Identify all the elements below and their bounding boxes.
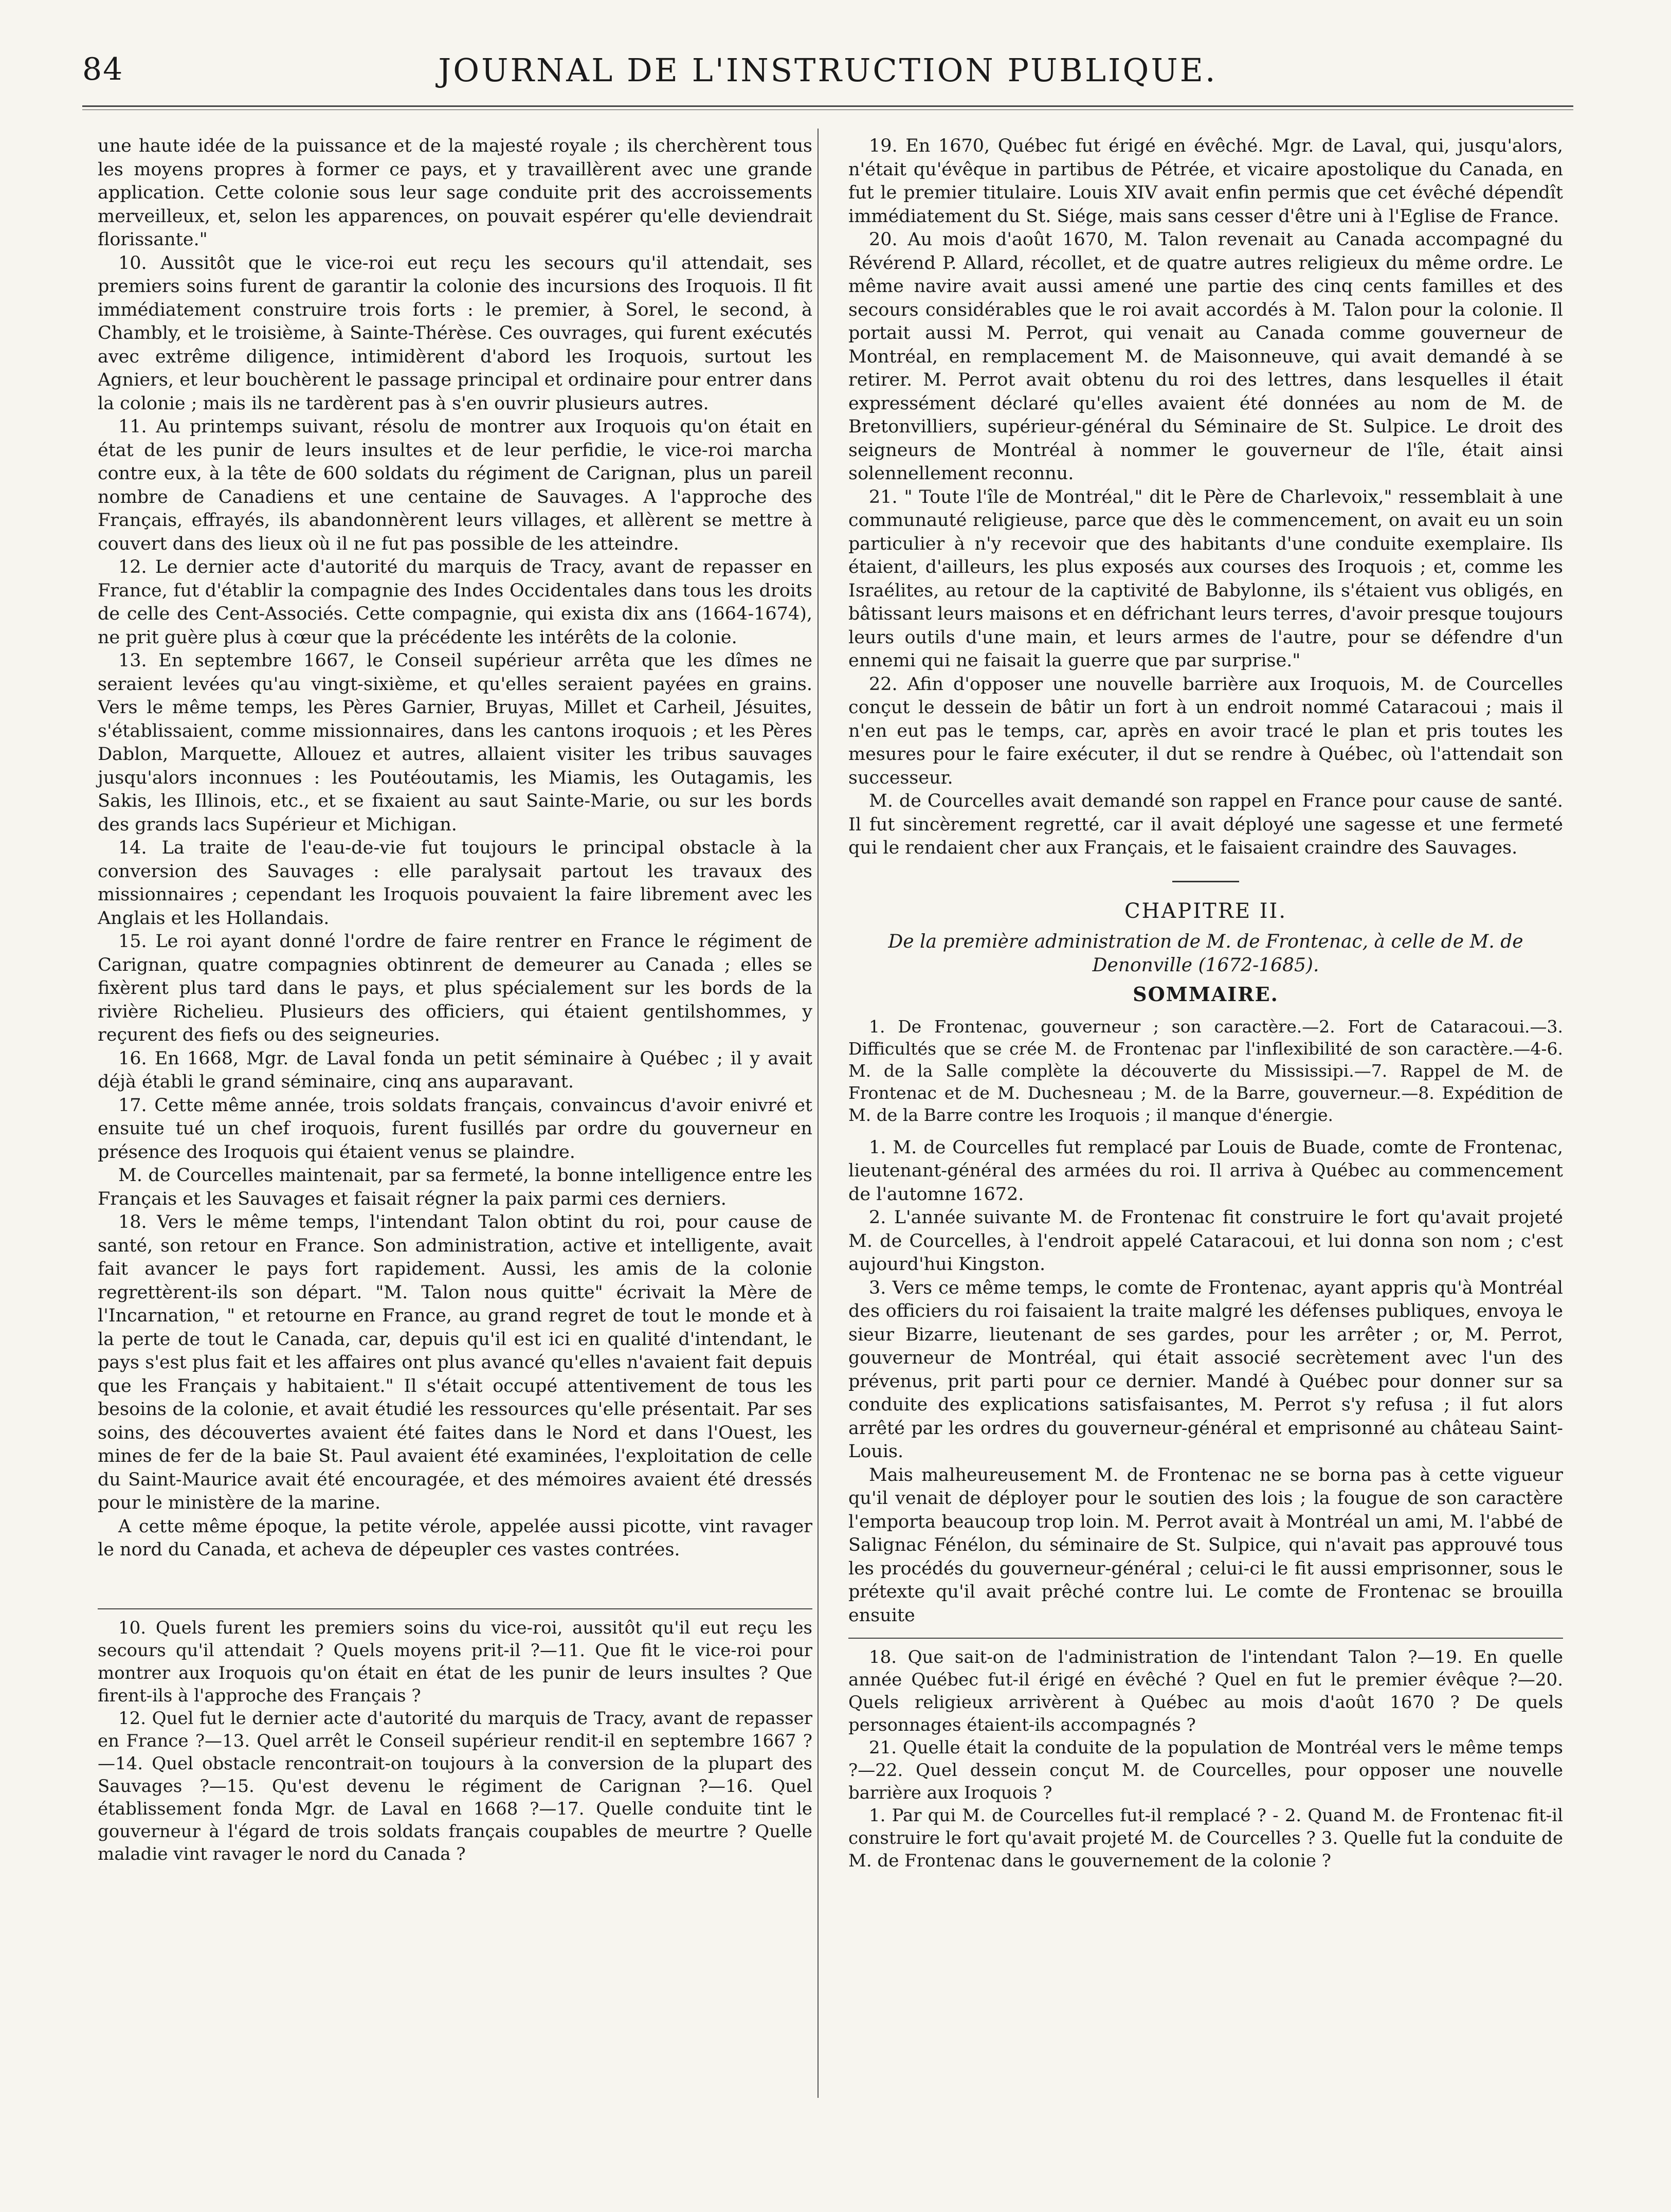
question-block: 1. Par qui M. de Courcelles fut-il remplacé ? - 2. Quand M. de Frontenac fit-il construire le fort qu'avait projeté M. de Courcelles ? 3. Quelle fut la conduite de M. de Frontenac dans le gouvernement de la colonie ? <box>848 1805 1563 1871</box>
paragraph: 13. En septembre 1667, le Conseil supérieur arrêta que les dîmes ne seraient levées qu'au vingt-sixième, et qu'elles seraient payées en grains. Vers le même temps, les Pères Garnier, Bruyas, Millet et Carheil, Jésuites, s'établissaient, comme missionnaires, dans les cantons iroquois ; et les Pères Dablon, Marquette, Allouez et autres, allaient visiter les tribus sauvages jusqu'alors inconnues : les Poutéoutamis, les Miamis, les Outagamis, les Sakis, les Illinois, etc., et se fixaient au saut Sainte-Marie, ou sur les bords des grands lacs Supérieur et Michigan. <box>98 650 812 835</box>
paragraph: 11. Au printemps suivant, résolu de montrer aux Iroquois qu'on était en état de les punir de leurs insultes et de leur perfidie, le vice-roi marcha contre eux, à la tête de 600 soldats du régiment de Carignan, plus un pareil nombre de Canadiens et une centaine de Sauvages. A l'approche des Français, effrayés, ils abandonnèrent leurs villages, et allèrent se mettre à couvert dans des lieux où il ne fut pas possible de les atteindre. <box>98 416 812 554</box>
question-block: 18. Que sait-on de l'administration de l'intendant Talon ?—19. En quelle année Québec fut-il érigé en évêché ? Quel en fut le premier évêque ?—20. Quels religieux arrivèrent à Québec au mois d'août 1670 ? De quels personnages étaient-ils accompagnés ? <box>848 1647 1563 1735</box>
paragraph: 10. Aussitôt que le vice-roi eut reçu les secours qu'il attendait, ses premiers soins furent de garantir la colonie des incursions des Iroquois. Il fit immédiatement construire trois forts : le premier, à Sorel, le second, à Chambly, et le troisième, à Sainte-Thérèse. Ces ouvrages, qui furent exécutés avec extrême diligence, intimidèrent d'abord les Iroquois, surtout les Agniers, et leur bouchèrent le passage principal et ordinaire pour entrer dans la colonie ; mais ils ne tardèrent pas à s'en ouvrir plusieurs autres. <box>98 252 812 414</box>
chapter-title: CHAPITRE II. <box>1124 899 1287 923</box>
review-questions <box>848 1638 1563 1872</box>
chapter-subtitle: De la première administration de M. de Frontenac, à celle de M. de Denonville (1672-1685). <box>888 931 1523 976</box>
paragraph: 2. L'année suivante M. de Frontenac fit construire le fort qu'avait projeté M. de Courcelles, à l'endroit appelé Cataracoui, et lui donna son nom ; c'est aujourd'hui Kingston. <box>848 1207 1563 1275</box>
summary-text: 1. De Frontenac, gouverneur ; son caractère.—2. Fort de Cataracoui.—3. Difficultés que se crée M. de Frontenac par l'inflexibilité de son caractère.—4-6. M. de la Salle complète la découverte du Mississipi.—7. Rappel de M. de Frontenac et de M. Duchesneau ; M. de la Barre, gouverneur.—8. Expédition de M. de la Barre contre les Iroquois ; il manque d'énergie. <box>848 1016 1563 1125</box>
paragraph: 20. Au mois d'août 1670, M. Talon revenait au Canada accompagné du Révérend P. Allard, récollet, et de quatre autres religieux du même ordre. Le même navire avait aussi amené une partie des cinq cents familles et des secours considérables que le roi avait accordés à M. Talon pour la colonie. Il portait aussi M. Perrot, qui venait au Canada comme gouverneur de Montréal, en remplacement M. de Maisonneuve, qui avait demandé à se retirer. M. Perrot avait obtenu du roi des lettres, dans lesquelles il était expressément déclaré qu'elles avaient été données au nom de M. de Bretonvilliers, supérieur-général du Séminaire de St. Sulpice. Le droit des seigneurs de Montréal à nommer le gouverneur de l'île, était ainsi solennellement reconnu. <box>848 229 1563 484</box>
paragraph: 15. Le roi ayant donné l'ordre de faire rentrer en France le régiment de Carignan, quatre compagnies obtinrent de demeurer au Canada ; elles se fixèrent plus tard dans le pays, et plus spécialement sur les bords de la rivière Richelieu. Plusieurs des officiers, qui étaient gentilshommes, y reçurent des fiefs ou des seigneuries. <box>98 931 812 1045</box>
question-block: 12. Quel fut le dernier acte d'autorité du marquis de Tracy, avant de repasser en France ?—13. Quel arrêt le Conseil supérieur rendit-il en septembre 1667 ?—14. Quel obstacle rencontrait-on toujours à la conversion de la plupart des Sauvages ?—15. Qu'est devenu le régiment de Carignan ?—16. Quel établissement fonda Mgr. de Laval en 1668 ?—17. Quelle conduite tint le gouverneur à l'égard de trois soldats français coupables de meurtre ? Quelle maladie vint ravager le nord du Canada ? <box>98 1708 812 1864</box>
right-column <box>848 135 1563 1872</box>
paragraph: 1. M. de Courcelles fut remplacé par Louis de Buade, comte de Frontenac, lieutenant-général des armées du roi. Il arriva à Québec au commencement de l'automne 1672. <box>848 1137 1563 1205</box>
summary-heading: SOMMAIRE. <box>1133 983 1279 1006</box>
review-questions <box>98 1608 812 1865</box>
running-title: JOURNAL DE L'INSTRUCTION PUBLIQUE. <box>438 51 1218 89</box>
questions-rule <box>848 1638 1563 1639</box>
section-rule <box>1172 881 1239 882</box>
page-header <box>82 46 1573 93</box>
chapter-summary <box>848 1016 1563 1126</box>
paragraph: A cette même époque, la petite vérole, appelée aussi picotte, vint ravager le nord du Canada, et acheva de dépeupler ces vastes contrées. <box>98 1516 812 1560</box>
paragraph: 16. En 1668, Mgr. de Laval fonda un petit séminaire à Québec ; il y avait déjà établi le grand séminaire, cinq ans auparavant. <box>98 1048 812 1092</box>
paragraph: une haute idée de la puissance et de la majesté royale ; ils cherchèrent tous les moyens propres à former ce pays, et y travaillèrent avec une grande application. Cette colonie sous leur sage conduite prit des accroissements merveilleux, et, selon les apparences, on pouvait espérer qu'elle deviendrait florissante." <box>98 136 812 250</box>
questions-rule <box>98 1608 812 1609</box>
left-column <box>98 135 812 1865</box>
question-block: 10. Quels furent les premiers soins du vice-roi, aussitôt qu'il eut reçu les secours qu'il attendait ? Quels moyens prit-il ?—11. Que fit le vice-roi pour montrer aux Iroquois qu'on était en état de les punir de leurs insultes ? Que firent-ils à l'approche des Français ? <box>98 1617 812 1706</box>
question-block: 21. Quelle était la conduite de la population de Montréal vers le même temps ?—22. Quel dessein conçut M. de Courcelles, pour opposer une nouvelle barrière aux Iroquois ? <box>848 1737 1563 1803</box>
paragraph: 21. " Toute l'île de Montréal," dit le Père de Charlevoix," ressemblait à une communauté religieuse, parce que dès le commencement, on avait eu un soin particulier à n'y recevoir que des habitants d'une conduite exemplaire. Ils étaient, d'ailleurs, les plus exposés aux courses des Iroquois ; et, comme les Israélites, au retour de la captivité de Babylonne, ils s'étaient vus obligés, en bâtissant leurs maisons et en défrichant leurs terres, d'avoir presque toujours leurs outils d'une main, et leurs armes de l'autre, pour se défendre d'un ennemi qui ne faisait la guerre que par surprise." <box>848 486 1563 671</box>
paragraph: 14. La traite de l'eau-de-vie fut toujours le principal obstacle à la conversion des Sauvages : elle paralysait partout les travaux des missionnaires ; cependant les Iroquois pouvaient la faire librement avec les Anglais et les Hollandais. <box>98 838 812 929</box>
paragraph: 18. Vers le même temps, l'intendant Talon obtint du roi, pour cause de santé, son retour en France. Son administration, active et intelligente, avait fait avancer le pays fort rapidement. Aussi, les amis de la colonie regrettèrent-ils son départ. "M. Talon nous quitte" écrivait la Mère de l'Incarnation, " et retourne en France, au grand regret de tout le monde et à la perte de tout le Canada, car, depuis qu'il est ici en qualité d'intendant, le pays s'est plus fait et les affaires ont plus avancé qu'elles n'avaient fait depuis que les Français y habitaient." Il s'était occupé attentivement de tous les besoins de la colonie, et avait étudié les ressources qu'elle présentait. Par ses soins, des découvertes avaient été faites dans le Nord et dans l'Ouest, les mines de fer de la baie St. Paul avaient été examinées, l'exploitation de celle du Saint-Maurice avait été encouragée, et des mémoires avaient été dressés pour le ministère de la marine. <box>98 1212 812 1513</box>
page-number: 84 <box>82 51 124 87</box>
paragraph: Mais malheureusement M. de Frontenac ne se borna pas à cette vigueur qu'il venait de déployer pour le soutien des lois ; la fougue de son caractère l'emporta beaucoup trop loin. M. Perrot avait à Montréal un ami, M. l'abbé de Salignac Fénélon, du séminaire de St. Sulpice, qui n'avait pas approuvé tous les procédés du gouverneur-général ; celui-ci le fit aussi emprisonner, sous le prétexte qu'il avait prêché contre lui. Le comte de Frontenac se brouilla ensuite <box>848 1464 1563 1626</box>
paragraph: M. de Courcelles maintenait, par sa fermeté, la bonne intelligence entre les Français et les Sauvages et faisait régner la paix parmi ces derniers. <box>98 1165 812 1209</box>
paragraph: M. de Courcelles avait demandé son rappel en France pour cause de santé. Il fut sincèrement regretté, car il avait déployé une sagesse et une fermeté qui le rendaient cher aux Français, et le faisaient craindre des Sauvages. <box>848 791 1563 858</box>
paragraph: 3. Vers ce même temps, le comte de Frontenac, ayant appris qu'à Montréal des officiers du roi faisaient la traite malgré les défenses publiques, envoya le sieur Bizarre, lieutenant de ses gardes, pour les arrêter ; or, M. Perrot, gouverneur de Montréal, qui était associé secrètement avec l'un des prévenus, prit parti pour ce dernier. Mandé à Québec pour donner sur sa conduite des explications satisfaisantes, M. Perrot s'y refusa ; il fut alors arrêté par les ordres du gouverneur-général et emprisonné au château Saint-Louis. <box>848 1277 1563 1462</box>
paragraph: 12. Le dernier acte d'autorité du marquis de Tracy, avant de repasser en France, fut d'établir la compagnie des Indes Occidentales dans tous les droits de celle des Cent-Associés. Cette compagnie, qui exista dix ans (1664-1674), ne prit guère plus à cœur que la précédente les intérêts de la colonie. <box>98 557 812 648</box>
paragraph: 19. En 1670, Québec fut érigé en évêché. Mgr. de Laval, qui, jusqu'alors, n'était qu'évêque in partibus de Pétrée, et vicaire apostolique du Canada, en fut le premier titulaire. Louis XIV avait enfin permis que cet évêché dépendît immédiatement du St. Siége, mais sans cesser d'être uni à l'Eglise de France. <box>848 136 1563 227</box>
column-divider <box>818 129 819 2098</box>
paragraph: 17. Cette même année, trois soldats français, convaincus d'avoir enivré et ensuite tué un chef iroquois, furent fusillés par ordre du gouverneur en présence des Iroquois qui étaient venus se plaindre. <box>98 1095 812 1163</box>
paragraph: 22. Afin d'opposer une nouvelle barrière aux Iroquois, M. de Courcelles conçut le dessein de bâtir un fort à un endroit nommé Cataracoui ; mais il n'en eut pas le temps, car, après en avoir tracé le plan et pris toutes les mesures pour le faire exécuter, il dut se rendre à Québec, où l'attendait son successeur. <box>848 674 1563 788</box>
header-rule <box>82 105 1573 110</box>
